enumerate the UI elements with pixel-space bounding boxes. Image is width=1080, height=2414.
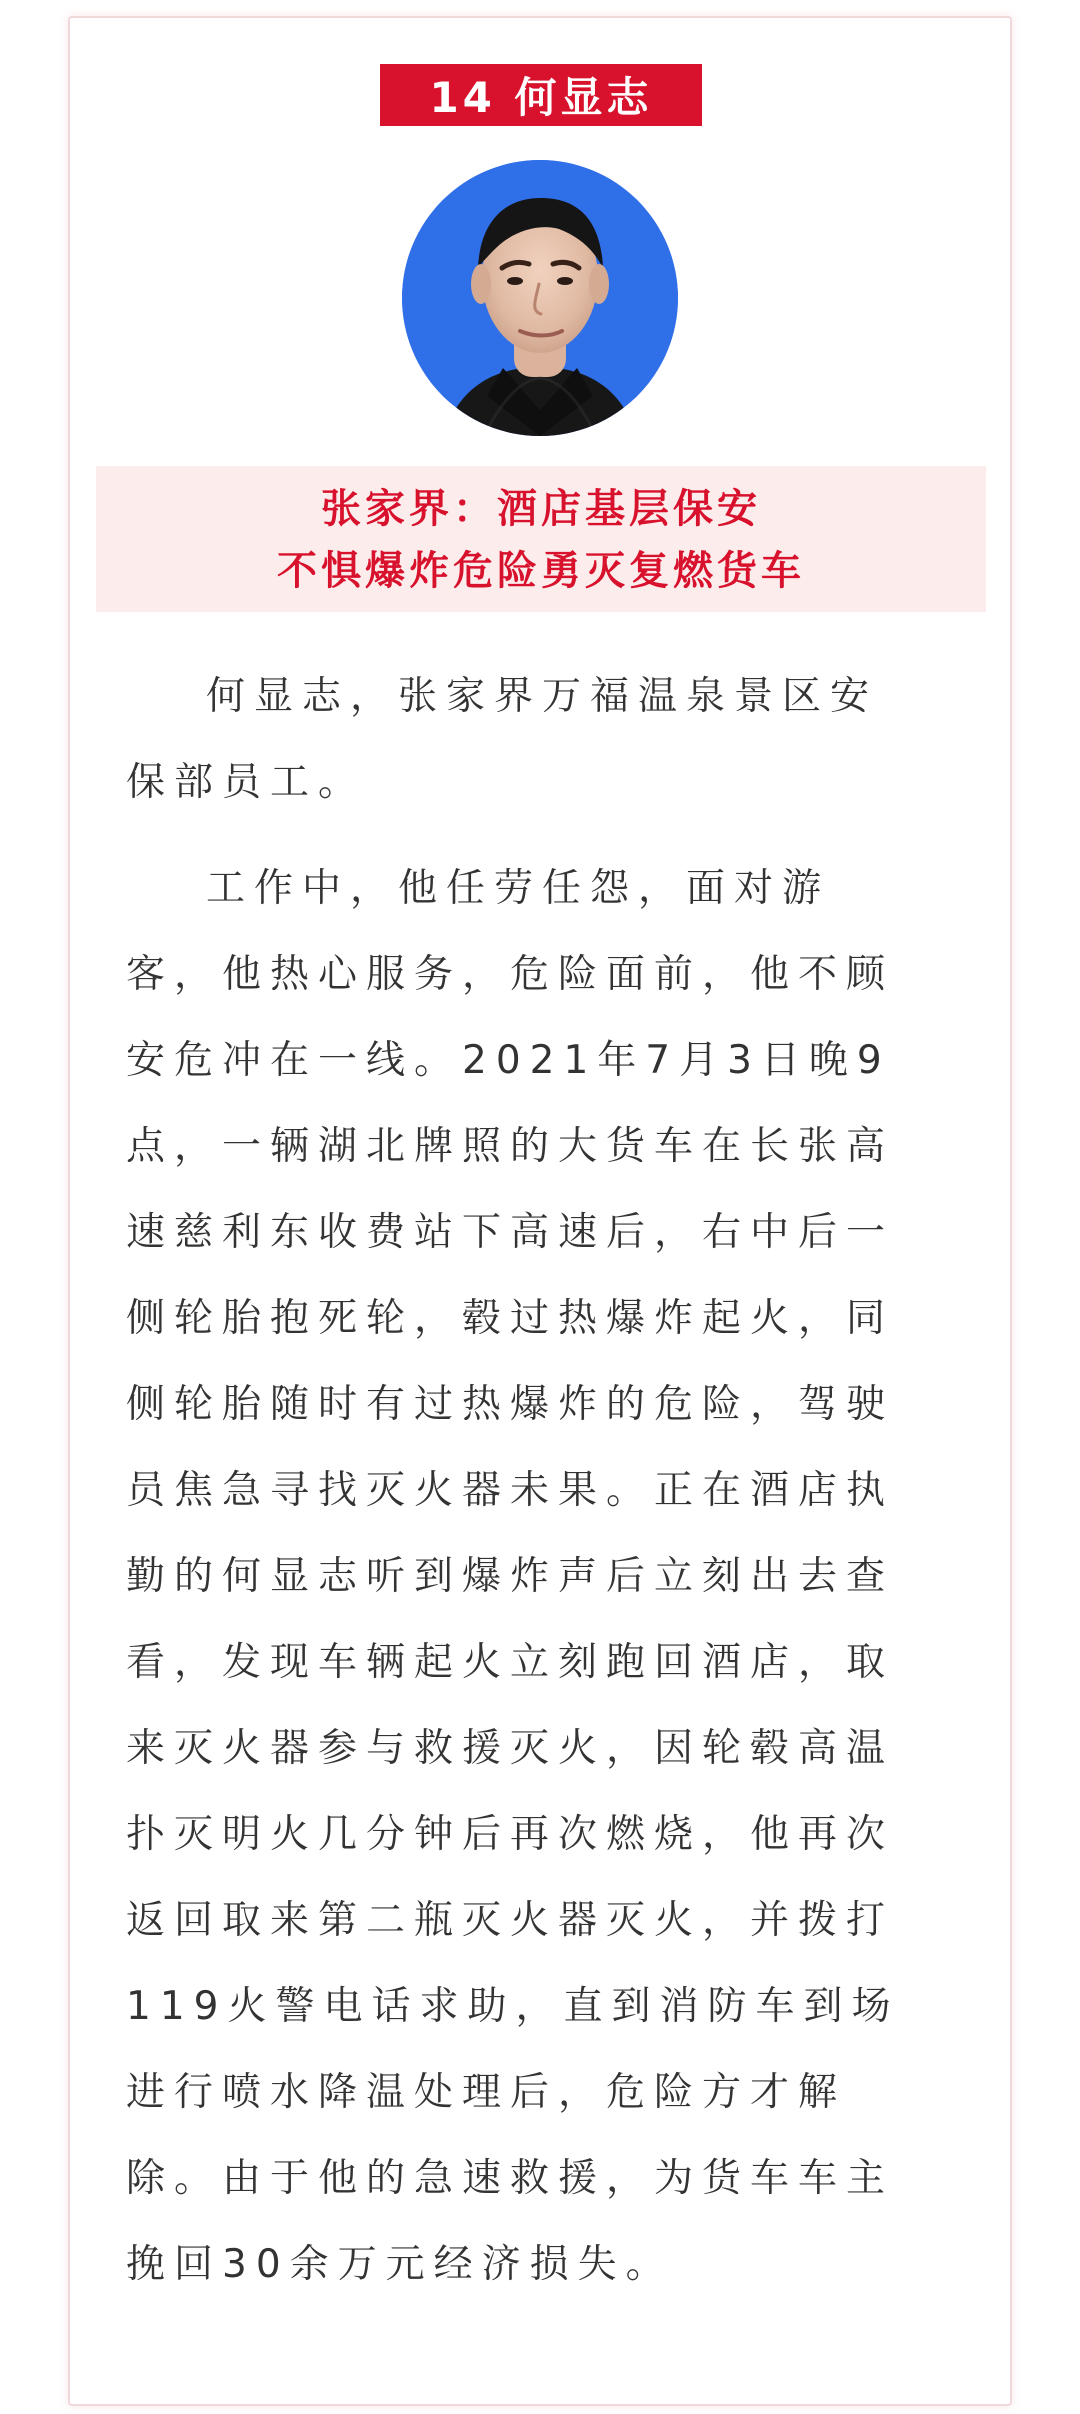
article-line: 挽回30余万元经济损失。	[126, 2242, 674, 2287]
profile-card	[68, 16, 1012, 2406]
portrait-photo	[402, 160, 678, 436]
headline-line-2: 不惧爆炸危险勇灭复燃货车	[277, 548, 805, 594]
article-line: 进行喷水降温处理后，危险方才解	[126, 2070, 847, 2115]
article-line: 119火警电话求助，直到消防车到场	[126, 1984, 900, 2029]
article-headline	[96, 466, 986, 612]
article-line: 工作中，他任劳任怨，面对游	[206, 866, 831, 911]
article-paragraph	[126, 846, 960, 2308]
article-line: 员焦急寻找灭火器未果。正在酒店执	[126, 1468, 895, 1513]
article-line: 返回取来第二瓶灭火器灭火，并拨打	[126, 1898, 895, 1943]
article-body	[126, 654, 960, 2328]
article-line: 扑灭明火几分钟后再次燃烧，他再次	[126, 1812, 895, 1857]
article-line: 看，发现车辆起火立刻跑回酒店，取	[126, 1640, 895, 1685]
article-line: 侧轮胎抱死轮，毂过热爆炸起火，同	[126, 1296, 895, 1341]
article-line: 保部员工。	[126, 760, 367, 805]
article-line: 勤的何显志听到爆炸声后立刻出去查	[126, 1554, 895, 1599]
article-line: 客，他热心服务，危险面前，他不顾	[126, 952, 895, 997]
portrait-icon	[402, 160, 678, 436]
article-line: 侧轮胎随时有过热爆炸的危险，驾驶	[126, 1382, 895, 1427]
person-number-badge: 14 何显志	[380, 64, 702, 126]
article-paragraph	[126, 654, 960, 826]
article-line: 安危冲在一线。2021年7月3日晚9	[126, 1038, 891, 1083]
article-line: 速慈利东收费站下高速后，右中后一	[126, 1210, 895, 1255]
headline-line-1: 张家界：酒店基层保安	[321, 486, 761, 532]
article-line: 何显志，张家界万福温泉景区安	[206, 674, 879, 719]
article-line: 除。由于他的急速救援，为货车车主	[126, 2156, 895, 2201]
article-line: 来灭火器参与救援灭火，因轮毂高温	[126, 1726, 895, 1771]
article-line: 点，一辆湖北牌照的大货车在长张高	[126, 1124, 895, 1169]
